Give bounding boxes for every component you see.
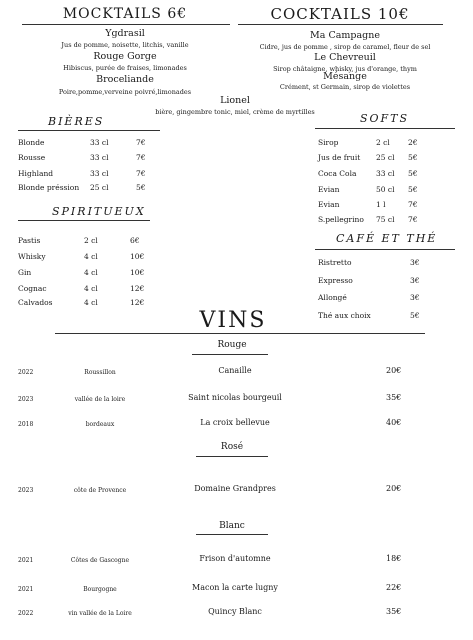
mocktails-divider [22, 24, 230, 25]
spiritueux-size: 2 cl [84, 236, 98, 245]
wine-region: Côtes de Gascogne [70, 557, 130, 564]
wine-name: Domaine Grandpres [194, 484, 276, 493]
spiritueux-price: 6€ [130, 236, 140, 245]
biere-price: 7€ [136, 153, 146, 162]
wine-price: 20€ [386, 484, 402, 493]
biere-name: Highland [18, 169, 54, 178]
wine-name: Frison d'automne [199, 554, 271, 563]
spiritueux-price: 10€ [130, 268, 145, 277]
wine-name: Quincy Blanc [208, 607, 262, 616]
spiritueux-name: Calvados [18, 298, 53, 307]
wine-name: Canaille [218, 366, 252, 375]
cocktail-name-1: Ma Campagne [310, 30, 380, 41]
wine-region: vallée de la loire [74, 396, 126, 403]
spiritueux-name: Gin [18, 268, 32, 277]
spiritueux-title: SPIRITUEUX [52, 205, 146, 218]
wine-year: 2018 [18, 421, 34, 428]
cafe-price: 3€ [410, 276, 420, 285]
cocktails-divider [238, 24, 443, 25]
softs-name: Evian [318, 200, 340, 209]
rouge-title: Rouge [217, 340, 247, 350]
biere-name: Blonde préssion [18, 183, 80, 192]
softs-name: Coca Cola [318, 169, 357, 178]
mocktail-desc-3: Poire,pomme,verveine poivré,limonades [58, 88, 192, 96]
spiritueux-name: Whisky [18, 252, 46, 261]
cocktail-name-3: Mésange [323, 71, 367, 82]
cafe-price: 5€ [410, 311, 420, 320]
cafe-name: Ristretto [318, 258, 352, 267]
softs-name: Sirop [318, 138, 339, 147]
mocktail-name-3: Broceliande [96, 74, 154, 85]
spiritueux-size: 4 cl [84, 298, 98, 307]
wine-name: La croix bellevue [200, 418, 270, 427]
cafe-divider [315, 249, 455, 250]
cocktails-title: COCKTAILS 10€ [270, 5, 410, 23]
biere-price: 5€ [136, 183, 146, 192]
blanc-title: Blanc [219, 521, 245, 531]
bieres-divider [18, 130, 160, 131]
cocktail-desc-2: Sirop châtaigne, whisky, jus d'orange, thym [273, 65, 417, 73]
vins-title: VINS [199, 308, 267, 333]
cafe-name: Allongé [318, 293, 347, 302]
biere-size: 33 cl [90, 153, 109, 162]
spiritueux-price: 12€ [130, 284, 145, 293]
softs-price: 5€ [408, 169, 418, 178]
mocktail-name-1: Ygdrasil [105, 28, 145, 39]
wine-region: Bourgogne [83, 586, 117, 593]
biere-name: Rousse [18, 153, 46, 162]
biere-price: 7€ [136, 138, 146, 147]
spiritueux-size: 4 cl [84, 268, 98, 277]
wine-year: 2023 [18, 396, 34, 403]
softs-name: Jus de fruit [318, 153, 361, 162]
cafe-price: 3€ [410, 293, 420, 302]
softs-price: 5€ [408, 153, 418, 162]
softs-price: 5€ [408, 185, 418, 194]
biere-size: 33 cl [90, 138, 109, 147]
biere-size: 25 cl [90, 183, 109, 192]
mocktails-title: MOCKTAILS 6€ [62, 6, 188, 22]
cocktail-desc-3: Crément, st Germain, sirop de violettes [279, 83, 411, 91]
mocktail-name-2: Rouge Gorge [93, 51, 157, 62]
vins-divider [55, 333, 425, 334]
softs-title: SOFTS [360, 112, 410, 125]
spiritueux-name: Pastis [18, 236, 41, 245]
softs-size: 75 cl [376, 215, 395, 224]
spiritueux-size: 4 cl [84, 284, 98, 293]
spiritueux-price: 10€ [130, 252, 145, 261]
cocktail-name-2: Le Chevreuil [314, 52, 376, 63]
wine-region: bordeaux [85, 421, 115, 428]
wine-price: 35€ [386, 393, 402, 402]
wine-price: 35€ [386, 607, 402, 616]
wine-price: 40€ [386, 418, 402, 427]
softs-price: 7€ [408, 200, 418, 209]
softs-size: 1 l [376, 200, 386, 209]
wine-region: côte de Provence [73, 487, 127, 494]
biere-price: 7€ [136, 169, 146, 178]
softs-price: 2€ [408, 138, 418, 147]
rose-divider [196, 456, 268, 457]
softs-size: 2 cl [376, 138, 390, 147]
softs-name: S.pellegrino [318, 215, 364, 224]
bieres-title: BIÈRES [48, 115, 105, 128]
softs-size: 33 cl [376, 169, 395, 178]
softs-size: 50 cl [376, 185, 395, 194]
rose-title: Rosé [220, 442, 244, 452]
wine-year: 2022 [18, 610, 34, 617]
cafe-price: 3€ [410, 258, 420, 267]
spiritueux-size: 4 cl [84, 252, 98, 261]
wine-name: Macon la carte lugny [192, 583, 278, 592]
wine-year: 2021 [18, 586, 34, 593]
softs-divider [315, 128, 455, 129]
biere-size: 33 cl [90, 169, 109, 178]
biere-name: Blonde [18, 138, 45, 147]
wine-year: 2021 [18, 557, 34, 564]
mocktail-desc-1: Jus de pomme, noisette, litchis, vanille [61, 41, 189, 49]
wine-region: Roussillon [84, 369, 116, 376]
lionel-name: Lionel [220, 95, 250, 106]
lionel-desc: bière, gingembre tonic, miel, crème de myrtilles [155, 108, 315, 116]
wine-year: 2022 [18, 369, 34, 376]
softs-name: Evian [318, 185, 340, 194]
wine-price: 18€ [386, 554, 402, 563]
spiritueux-price: 12€ [130, 298, 145, 307]
cafe-name: Expresso [318, 276, 353, 285]
spiritueux-divider [18, 220, 150, 221]
spiritueux-name: Cognac [18, 284, 47, 293]
rouge-divider [192, 354, 268, 355]
wine-region: vin vallée de la Loire [68, 610, 132, 617]
blanc-divider [196, 534, 268, 535]
cafe-title: CAFÉ ET THÉ [336, 232, 438, 245]
cafe-name: Thé aux choix [318, 311, 371, 320]
softs-price: 7€ [408, 215, 418, 224]
mocktail-desc-2: Hibiscus, purée de fraises, limonades [63, 64, 187, 72]
wine-price: 22€ [386, 583, 402, 592]
wine-year: 2023 [18, 487, 34, 494]
wine-price: 20€ [386, 366, 402, 375]
cocktail-desc-1: Cidre, jus de pomme , sirop de caramel, fleur de sel [259, 43, 431, 51]
wine-name: Saint nicolas bourgeuil [188, 393, 282, 402]
softs-size: 25 cl [376, 153, 395, 162]
